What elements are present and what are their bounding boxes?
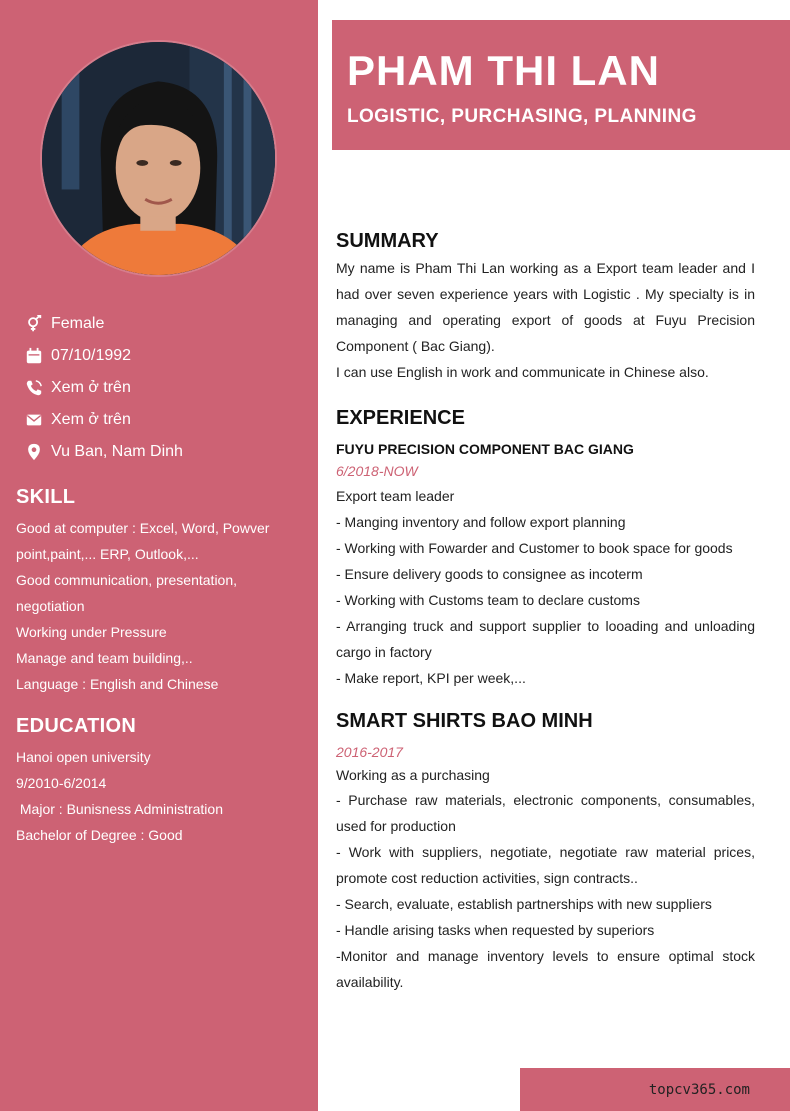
job-duty: - Working with Fowarder and Customer to book space for goods (336, 540, 733, 556)
job-period: 6/2018-NOW (336, 463, 418, 479)
summary-title: SUMMARY (336, 230, 439, 252)
education-item: Hanoi open university (16, 749, 151, 765)
experience-section (336, 407, 755, 691)
contact-email (24, 404, 314, 436)
summary-paragraph: I can use English in work and communicate in Chinese also. (336, 364, 709, 380)
location-pin-icon (24, 442, 44, 462)
skill-item: Good at computer : Excel, Word, Powver point,paint,... ERP, Outlook,... (16, 520, 270, 562)
email-text: Xem ở trên (51, 411, 131, 428)
job-role: Working as a purchasing (336, 767, 490, 783)
skill-item: Language : English and Chinese (16, 676, 219, 692)
phone-text: Xem ở trên (51, 379, 131, 396)
education-section (16, 715, 306, 848)
skill-item: Working under Pressure (16, 624, 167, 640)
education-item: 9/2010-6/2014 (16, 775, 107, 791)
avatar (40, 40, 277, 277)
gender-text: Female (51, 315, 105, 332)
name-header (332, 20, 790, 150)
job2-section (336, 710, 755, 995)
calendar-icon (24, 346, 44, 366)
summary-paragraph: My name is Pham Thi Lan working as a Export team leader and I had over seven experience years with Logistic . My specialty is in managing and operating export of goods at Fuyu Precision Component ( Bac Giang). (336, 260, 755, 354)
sidebar (0, 0, 318, 1111)
job-duty: - Handle arising tasks when requested by superiors (336, 922, 655, 938)
experience-title: EXPERIENCE (336, 407, 465, 429)
job-duty: - Work with suppliers, negotiate, negotiate raw material prices, promote cost reduction activities, sign contracts.. (336, 844, 755, 886)
skill-section (16, 486, 306, 697)
birthday-text: 07/10/1992 (51, 347, 132, 364)
address-text: Vu Ban, Nam Dinh (51, 443, 183, 460)
contact-address (24, 436, 314, 468)
footer-site: topcv365.com (648, 1082, 750, 1098)
job-role: Export team leader (336, 488, 455, 504)
job-duty: -Monitor and manage inventory levels to ensure optimal stock availability. (336, 948, 755, 990)
job-duty: - Make report, KPI per week,... (336, 670, 526, 686)
candidate-role: LOGISTIC, PURCHASING, PLANNING (347, 106, 697, 127)
contact-birthday (24, 340, 314, 372)
summary-section (336, 230, 755, 385)
job-duty: - Search, evaluate, establish partnerships with new suppliers (336, 896, 712, 912)
job-duty: - Purchase raw materials, electronic components, consumables, used for production (336, 792, 755, 834)
job-company-heading: SMART SHIRTS BAO MINH (336, 710, 593, 732)
gender-icon (24, 314, 44, 334)
contact-list (24, 308, 314, 468)
profile-photo-icon (42, 42, 275, 275)
footer-watermark (520, 1068, 790, 1111)
job-duty: - Ensure delivery goods to consignee as incoterm (336, 566, 643, 582)
job-duty: - Arranging truck and support supplier to looading and unloading cargo in factory (336, 618, 755, 660)
job-company: FUYU PRECISION COMPONENT BAC GIANG (336, 441, 634, 457)
phone-icon (24, 378, 44, 398)
job-duty: - Manging inventory and follow export planning (336, 514, 626, 530)
skill-title: SKILL (16, 486, 76, 508)
education-item: Bachelor of Degree : Good (16, 827, 183, 843)
job-period: 2016-2017 (336, 744, 403, 760)
skill-item: Manage and team building,.. (16, 650, 193, 666)
education-title: EDUCATION (16, 715, 137, 737)
email-icon (24, 410, 44, 430)
job-duty: - Working with Customs team to declare customs (336, 592, 640, 608)
candidate-name: PHAM THI LAN (347, 47, 660, 94)
skill-item: Good communication, presentation, negotiation (16, 572, 238, 614)
education-item: Major : Bunisness Administration (16, 801, 223, 817)
contact-gender (24, 308, 314, 340)
contact-phone (24, 372, 314, 404)
